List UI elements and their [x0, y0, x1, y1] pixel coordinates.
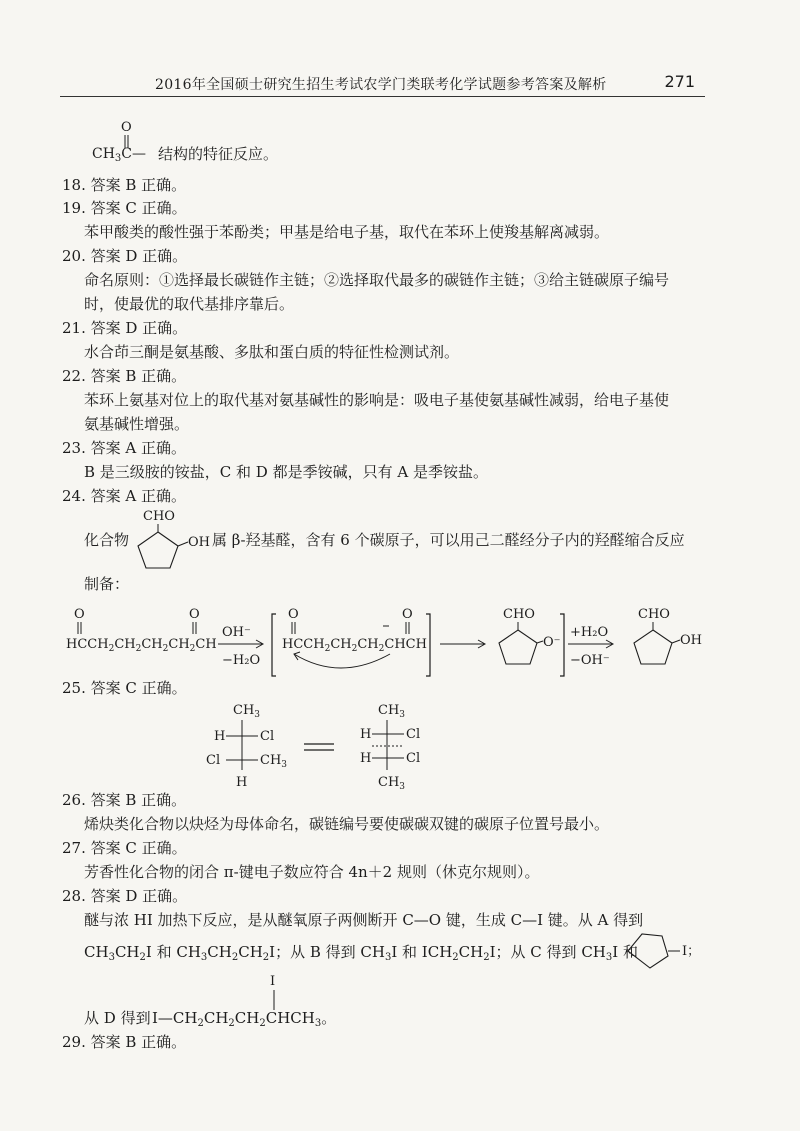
- svg-text:CHO: CHO: [503, 607, 535, 622]
- svg-text:Cl: Cl: [206, 753, 221, 768]
- reagent-plus-water: +H₂O: [570, 625, 609, 640]
- answer-18: 18. 答案 B 正确。: [62, 176, 187, 194]
- page-number: 271: [664, 72, 695, 91]
- explanation-22-line1: 苯环上氨基对位上的取代基对氨基碱性的影响是：吸电子基使氨基碱性减弱，给电子基使: [84, 391, 670, 409]
- acetyl-o: O: [121, 120, 132, 135]
- svg-text:O: O: [288, 607, 299, 622]
- answer-20: 20. 答案 D 正确。: [62, 247, 188, 265]
- from-d-product: $I—CH_2CH_2CH_2CHCH_3$。: [152, 1009, 337, 1029]
- svg-text:OH: OH: [680, 633, 702, 648]
- svg-text:CHO: CHO: [638, 607, 670, 622]
- svg-text:H: H: [214, 729, 226, 744]
- svg-text:CH3: $CH_3$: [378, 775, 406, 792]
- svg-text:OH: OH: [188, 535, 210, 550]
- answer-26: 26. 答案 B 正确。: [62, 791, 187, 809]
- from-d-label: 从 D 得到: [84, 1009, 151, 1027]
- svg-text:CH3: $CH_3$: [378, 703, 406, 720]
- svg-text:H: H: [236, 775, 248, 790]
- reagent-hydroxide: OH⁻: [222, 625, 251, 640]
- svg-text:O⁻: O⁻: [543, 635, 561, 650]
- explanation-21: 水合茚三酮是氨基酸、多肽和蛋白质的特征性检测试剂。: [84, 343, 460, 361]
- answer-28: 28. 答案 D 正确。: [62, 887, 188, 905]
- answer-27: 27. 答案 C 正确。: [62, 839, 187, 857]
- answer-25: 25. 答案 C 正确。: [62, 679, 187, 697]
- svg-text:Cl: Cl: [406, 751, 421, 766]
- explanation-22-line2: 氨基碱性增强。: [84, 415, 190, 433]
- explanation-24: 属 β-羟基醛，含有 6 个碳原子，可以用己二醛经分子内的羟醛缩合反应: [212, 531, 685, 549]
- explanation-28-line1: 醚与浓 HI 加热下反应，是从醚氧原子两侧断开 C—O 键，生成 C—I 键。从 A 得到: [84, 911, 644, 929]
- svg-text:CH3: $CH_3$: [260, 753, 288, 770]
- reagent-minus-water: −H₂O: [222, 653, 261, 668]
- svg-text:O: O: [74, 607, 85, 622]
- svg-text:O: O: [189, 607, 200, 622]
- svg-text:HCCH2CH2CH2CH2CH: $HCCH_2CH_2CH_2CH_2CH$: [66, 637, 217, 654]
- svg-text:I；: I；: [682, 944, 701, 959]
- carry-text: 结构的特征反应。: [158, 145, 279, 163]
- svg-text:Cl: Cl: [406, 727, 421, 742]
- svg-text:CHO: CHO: [143, 509, 175, 524]
- answer-22: 22. 答案 B 正确。: [62, 367, 187, 385]
- explanation-28-line2: $CH_3CH_2I$ 和 $CH_3CH_2CH_2I$；从 B 得到 $CH_3I$ 和 $ICH_2CH_2I$；从 C 得到 $CH_3I$ 和: [84, 943, 638, 963]
- explanation-20-line2: 时，使最优的取代基排序靠后。: [84, 295, 295, 313]
- svg-text:I: I: [270, 974, 276, 989]
- explanation-19: 苯甲酸类的酸性强于苯酚类；甲基是给电子基，取代在苯环上使羧基解离减弱。: [84, 223, 610, 241]
- explanation-23: B 是三级胺的铵盐，C 和 D 都是季铵碱，只有 A 是季铵盐。: [84, 463, 488, 481]
- explanation-26: 烯炔类化合物以炔烃为母体命名，碳链编号要使碳碳双键的碳原子位置号最小。: [84, 815, 610, 833]
- svg-text:O: O: [402, 607, 413, 622]
- compound-label: 化合物: [84, 531, 130, 549]
- header-title: 2016年全国硕士研究生招生考试农学门类联考化学试题参考答案及解析: [155, 77, 607, 93]
- reagent-minus-hydroxide: −OH⁻: [570, 653, 610, 668]
- answer-19: 19. 答案 C 正确。: [62, 199, 187, 217]
- answer-24: 24. 答案 A 正确。: [62, 487, 186, 505]
- svg-text:Cl: Cl: [260, 729, 275, 744]
- svg-text:CH3: $CH_3$: [233, 703, 261, 720]
- svg-text:HCCH2CH2CH2CHCH: $HCCH_2CH_2CH_2CHCH$: [282, 637, 427, 654]
- acetyl-structure: $CH_3C—$: [92, 146, 147, 164]
- svg-text:H: H: [360, 727, 372, 742]
- prep-label: 制备：: [84, 575, 130, 593]
- explanation-20-line1: 命名原则：①选择最长碳链作主链；②选择取代最多的碳链作主链；③给主链碳原子编号: [84, 271, 670, 289]
- svg-text:H: H: [360, 751, 372, 766]
- answer-29: 29. 答案 B 正确。: [62, 1033, 187, 1051]
- answer-23: 23. 答案 A 正确。: [62, 439, 186, 457]
- answer-21: 21. 答案 D 正确。: [62, 319, 188, 337]
- explanation-27: 芳香性化合物的闭合 π-键电子数应符合 4n＋2 规则（休克尔规则）。: [84, 863, 540, 881]
